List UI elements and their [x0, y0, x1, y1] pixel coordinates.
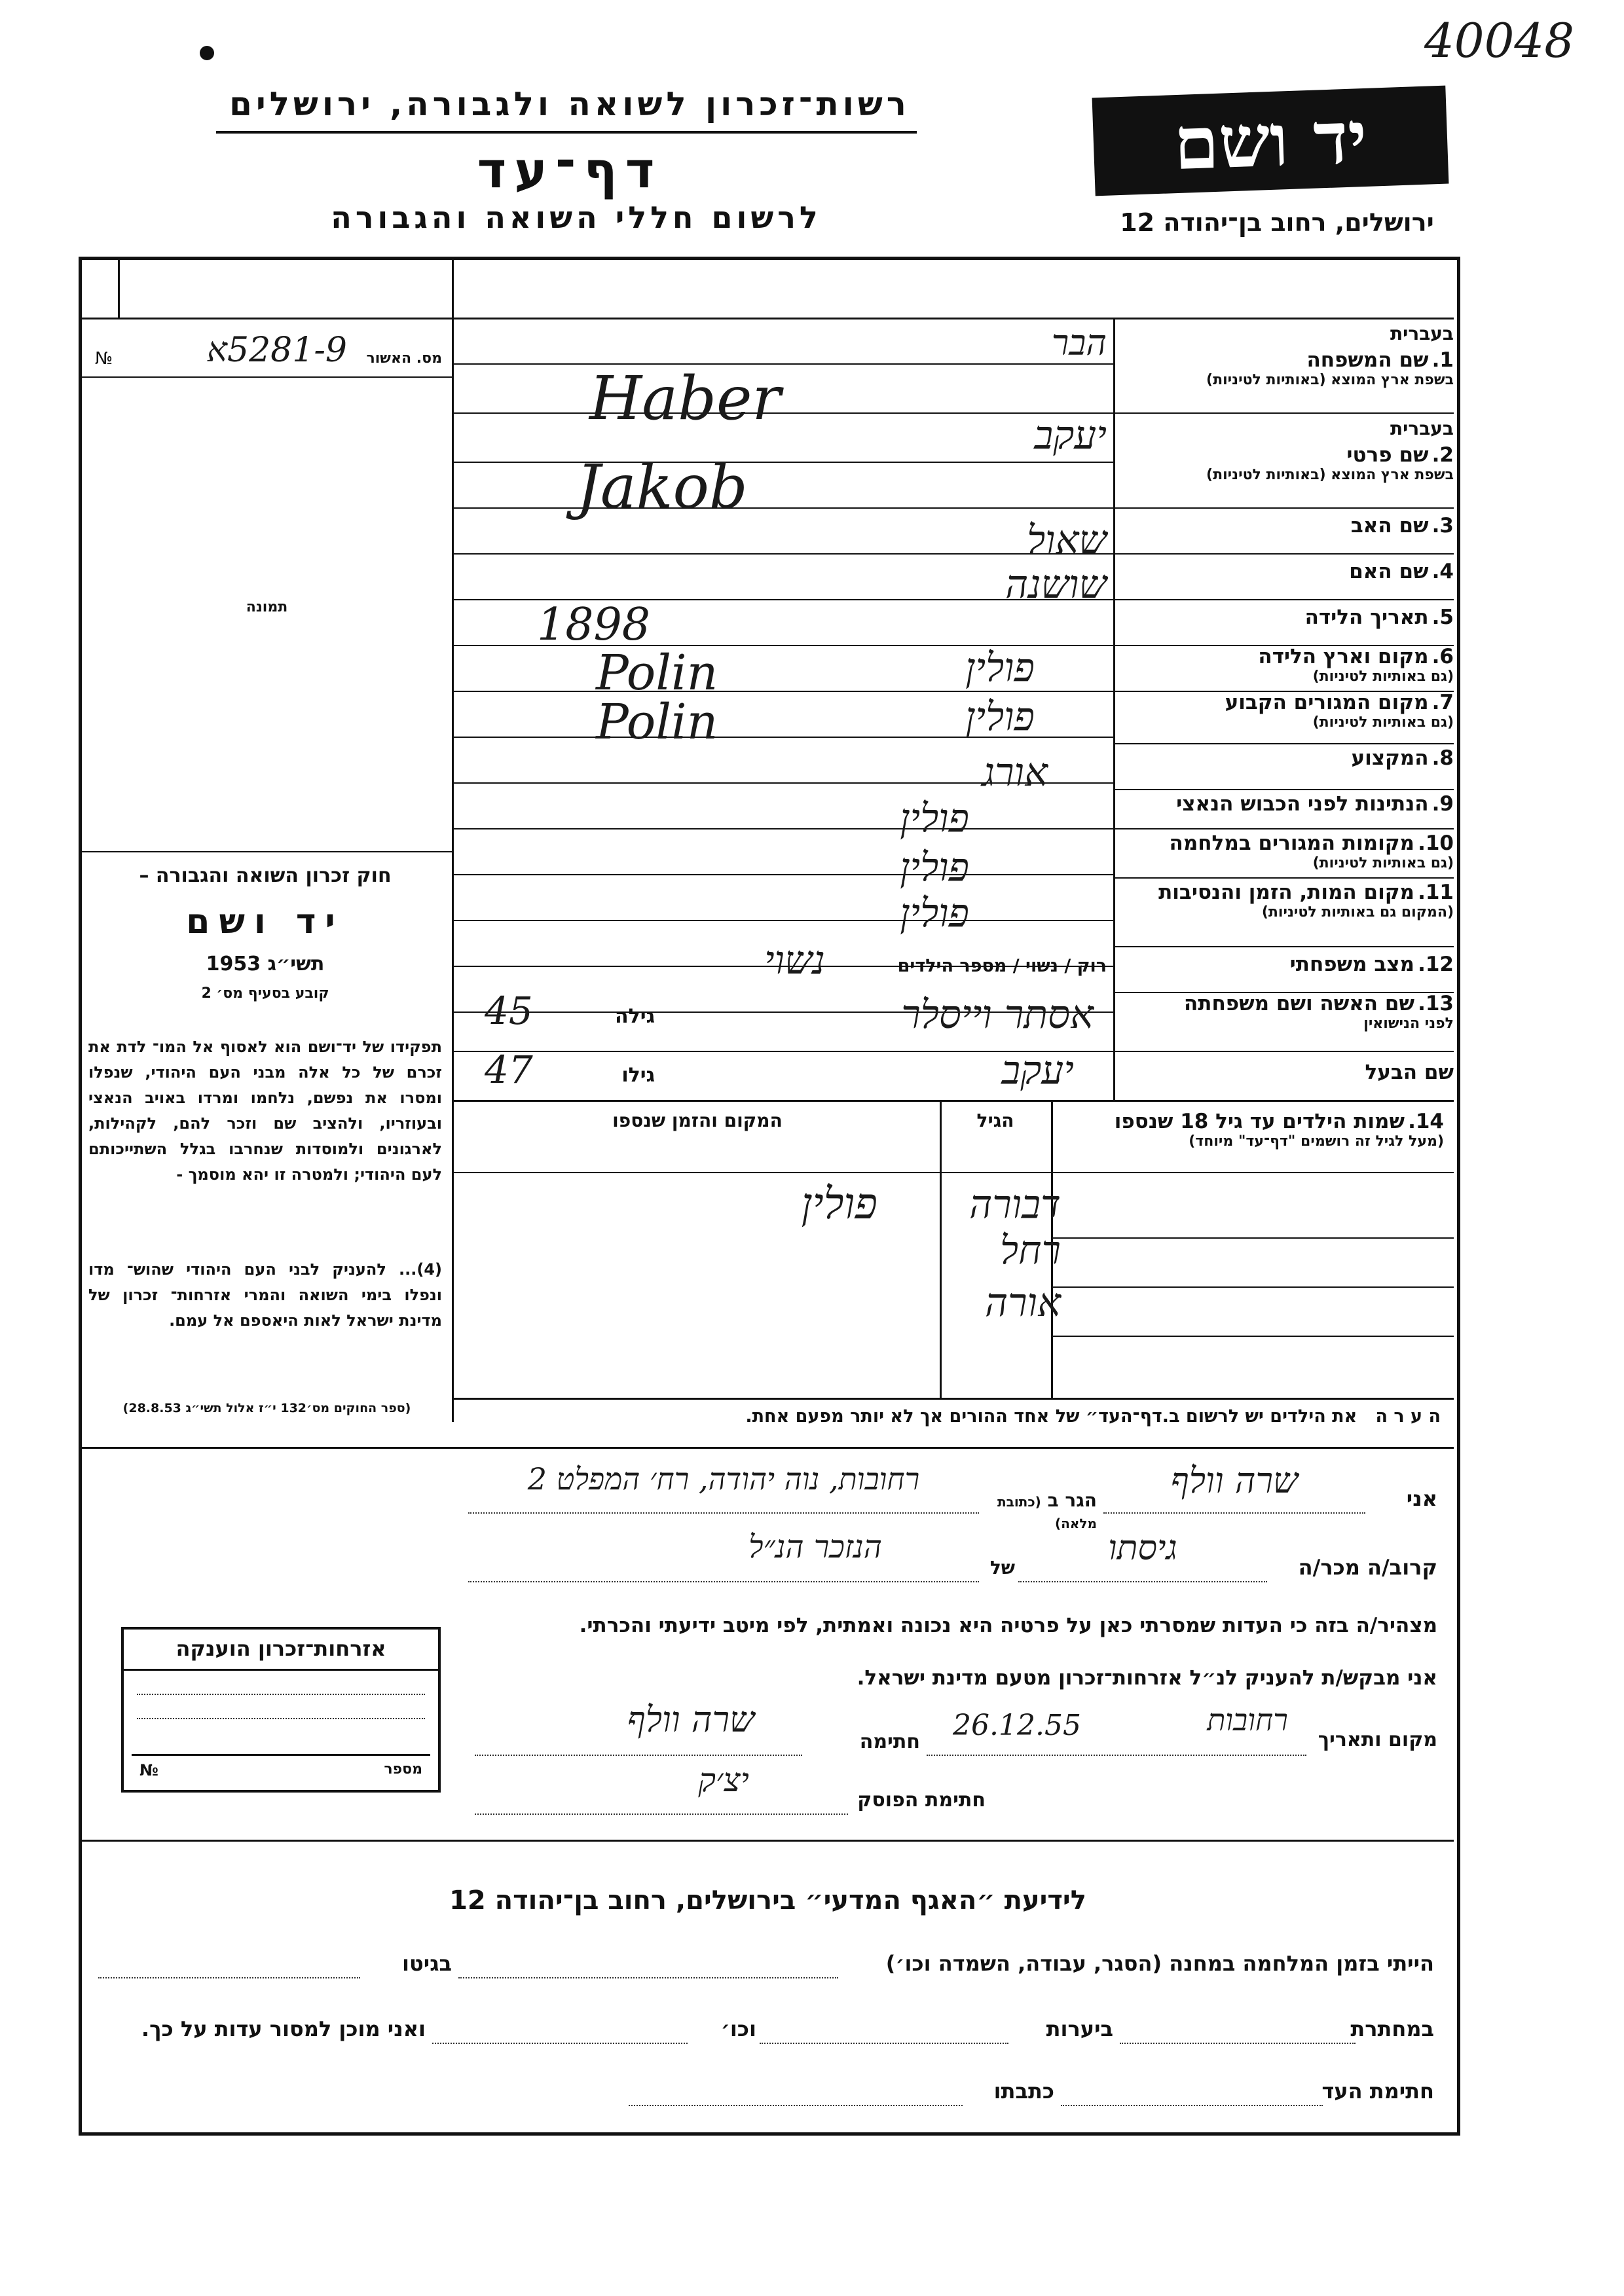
approval-label: מס. האשור [366, 350, 442, 367]
child-1-place: פולין [801, 1178, 877, 1229]
resides-label: הגר ב (כתובת מלאה) [997, 1489, 1097, 1531]
answer-profession: אורג [982, 750, 1048, 795]
question-1-family-name: בעברית 1. שם המשפחה בשפת ארץ המוצא (באותיות לטיניות) [1206, 323, 1454, 388]
citizenship-box [121, 1627, 441, 1793]
answer-father: שאול [1027, 517, 1107, 563]
question-2-first-name: בעברית 2. שם פרטי בשפת ארץ המוצא (באותיות לטיניות) [1206, 418, 1454, 483]
children-place-header: המקום והזמן שנספו [612, 1110, 783, 1131]
footer-witness-sign-label: חתימת העד [1321, 2079, 1434, 2104]
approval-number-row [92, 331, 445, 376]
footer-camp-label: הייתי בזמן המלחמה במחנה (הסגר, עבודה, השמדה וכו׳) [885, 1951, 1434, 1976]
answer-birth-place-hebrew: פולין [965, 645, 1035, 691]
footer-ready-text: ואני מוכן למסור עדות על כך. [141, 2016, 426, 2041]
wife-name: אסתר וייסלר [901, 992, 1094, 1038]
footer-title: לידיעת ״האגף המדעי״ בירושלים, רחוב בן־יהודה 12 [449, 1886, 1086, 1916]
question-10-war-residence: 10. מקומות המגורים במלחמה (גם באותיות לטיניות) [1169, 831, 1454, 871]
approval-value: 5281-9א [206, 331, 347, 370]
law-title: חוק זכרון השואה והגבורה – [139, 864, 392, 887]
question-9-nationality: 9. הנתינות לפני הכבוש הנאצי [1176, 792, 1454, 816]
question-12-marital: 12. מצב משפחתי [1289, 953, 1454, 976]
tick-line [118, 260, 120, 318]
date-value: 26.12.55 [953, 1709, 1081, 1742]
footer-address-label: כתבתו [993, 2079, 1054, 2104]
official-signature-value: יצ׳ק [698, 1761, 749, 1799]
husband-age-label: גילו [621, 1064, 655, 1087]
question-6-birth-place: 6. מקום וארץ הלידה (גם באותיות לטיניות) [1258, 645, 1454, 685]
form-title: דף־עד [477, 141, 663, 199]
answer-residence-hebrew: פולין [965, 694, 1035, 740]
law-year: תשי״ג 1953 [206, 953, 325, 975]
child-1-name: דבורה [969, 1182, 1061, 1228]
children-age-header: הגיל [976, 1110, 1014, 1131]
answer-family-latin: Haber [589, 363, 781, 433]
relative-value: גיסתו [1108, 1529, 1177, 1568]
question-3-father: 3. שם האב [1350, 514, 1454, 538]
of-label: של [989, 1557, 1015, 1578]
law-name: יד ושם [186, 902, 344, 941]
answer-nationality: פולין [900, 795, 969, 841]
answer-marital: נשוי [764, 938, 825, 983]
yad-vashem-logo [1092, 86, 1449, 196]
answer-birth-place-latin: Polin [596, 645, 718, 701]
signature-value: שרה וולף [627, 1699, 755, 1740]
question-4-mother: 4. שם האם [1349, 560, 1454, 583]
question-8-profession: 8. המקצוע [1351, 746, 1454, 770]
law-text-2: (4)... להעניק לבני העם היהודי שהוש־ מדו ונפלו בימי השואה והמרי אזרחות־ זכרון של מדינת ישראל לאות היאספם אל עמם. [88, 1260, 442, 1330]
answer-mother: שושנה [1005, 562, 1107, 608]
logo-text: יד ושם [1172, 94, 1369, 187]
approval-no-sign: № [95, 349, 113, 369]
footer-forest-label: ביערות [1046, 2016, 1113, 2041]
of-value: הנזכר הנ״ל [748, 1529, 882, 1565]
answer-family-hebrew: הבר [1051, 322, 1107, 363]
signature-label: חתימה [859, 1730, 920, 1753]
answer-first-latin: Jakob [576, 452, 748, 522]
answer-first-hebrew: יעקב [1034, 412, 1107, 458]
archive-number: 40048 [1424, 13, 1575, 68]
place-value: רחובות [1207, 1702, 1288, 1738]
header-rule [216, 131, 917, 134]
law-reference: (ספר החוקים מס׳132 י״ז אלול תשי״ג 28.8.53) [122, 1401, 411, 1415]
answer-war-residence: פולין [900, 845, 969, 890]
approval-row-line [82, 376, 452, 378]
answer-residence-latin: Polin [596, 694, 718, 750]
wife-age: 45 [485, 989, 533, 1033]
footer-etc-label: וכו׳ [720, 2016, 756, 2041]
answer-birth-date: 1898 [537, 599, 651, 651]
punch-mark [200, 46, 214, 60]
footer-underground-label: במחתרת [1350, 2016, 1434, 2041]
declaration-request: אני מבקש/ת להעניק לנ״ל אזרחות־זכרון מטעם מדינת ישראל. [857, 1666, 1437, 1690]
authority-name: רשות־זכרון לשואה ולגבורה, ירושלים [229, 85, 910, 123]
marital-options: רוק / נשוי / מספר הילדים [897, 956, 1107, 976]
note-label: ה ע ר ה [1375, 1406, 1441, 1427]
note-text: את הילדים יש לרשום ב.דף־העד״ של אחד ההורים אך לא יותר מפעם אחת. [745, 1406, 1357, 1427]
question-5-birth-date: 5. תאריך הלידה [1304, 606, 1454, 629]
photo-area-line [82, 851, 452, 852]
children-header: 14. שמות הילדים עד גיל 18 שנספו (מעל לגיל זה רושמים "דף־עד" מיוחד) [1114, 1110, 1444, 1150]
declarant-address: רחובות, נוה יהודה, רח׳ המפלט 2 [527, 1461, 920, 1497]
husband-age: 47 [485, 1048, 533, 1092]
question-7-residence: 7. מקום המגורים הקבוע (גם באותיות לטיניות) [1225, 691, 1454, 731]
answer-death-place: פולין [900, 890, 969, 936]
relative-label: קרוב/ה מכר/ה [1298, 1555, 1437, 1580]
citizenship-title: אזרחות־זכרון הוענקה [175, 1636, 386, 1661]
questions-column [1113, 318, 1454, 1100]
declaration-statement: מצהיר/ה בזה כי העדות שמסרתי כאן על פרטיה היא נכונה ואמתית, לפי מיטב ידיעתי והכרתי. [579, 1614, 1437, 1637]
note [458, 1406, 1441, 1427]
child-2-name: רחל [999, 1228, 1061, 1273]
form-subtitle: לרשום חללי השואה והגבורה [331, 200, 822, 235]
question-11-death: 11. מקום המות, הזמן והנסיבות (המקום גם באותיות לטיניות) [1158, 881, 1454, 920]
law-clause: קובע בסעיף מס׳ 2 [201, 985, 329, 1002]
husband-label: שם הבעל [1365, 1061, 1454, 1084]
declarant-name: שרה וולף [1170, 1460, 1299, 1501]
law-text-1: תפקידו של יד־ושם הוא לאסוף אל המו־ לדת את זכרם של כל אלה מבני העם היהודי, שנפלו ומסרו את נפשם, נלחמו ומרדו באויב הנאצי ובעוזריו, ולהציב שם וזכר להם, לקהילות, לארגונים ולמוסדות שנחרבו בגלל השתייכותם לעם היהודי; ולמטרה זו יהא מוסמך - [88, 1038, 442, 1184]
photo-label: תמונה [246, 599, 288, 615]
citizenship-no-sign: № [139, 1761, 158, 1779]
children-table-top [452, 1100, 1454, 1102]
citizenship-number-label: מספר [384, 1761, 422, 1777]
address: ירושלים, רחוב בן־יהודה 12 [1120, 208, 1434, 237]
footer-ghetto-label: בגיטו [402, 1951, 452, 1976]
official-signature-label: חתימת הפוסק [857, 1789, 986, 1812]
husband-name: יעקב [1001, 1048, 1074, 1093]
child-3-name: אורה [985, 1280, 1061, 1326]
declaration-section [82, 1447, 1454, 1840]
place-date-label: מקום ותאריך [1318, 1728, 1437, 1751]
wife-age-label: גילה [615, 1005, 655, 1028]
question-13-wife: 13. שם האשה ושם משפחתה לפני הנישואין [1184, 992, 1454, 1032]
declaration-i-label: אני [1406, 1486, 1437, 1511]
